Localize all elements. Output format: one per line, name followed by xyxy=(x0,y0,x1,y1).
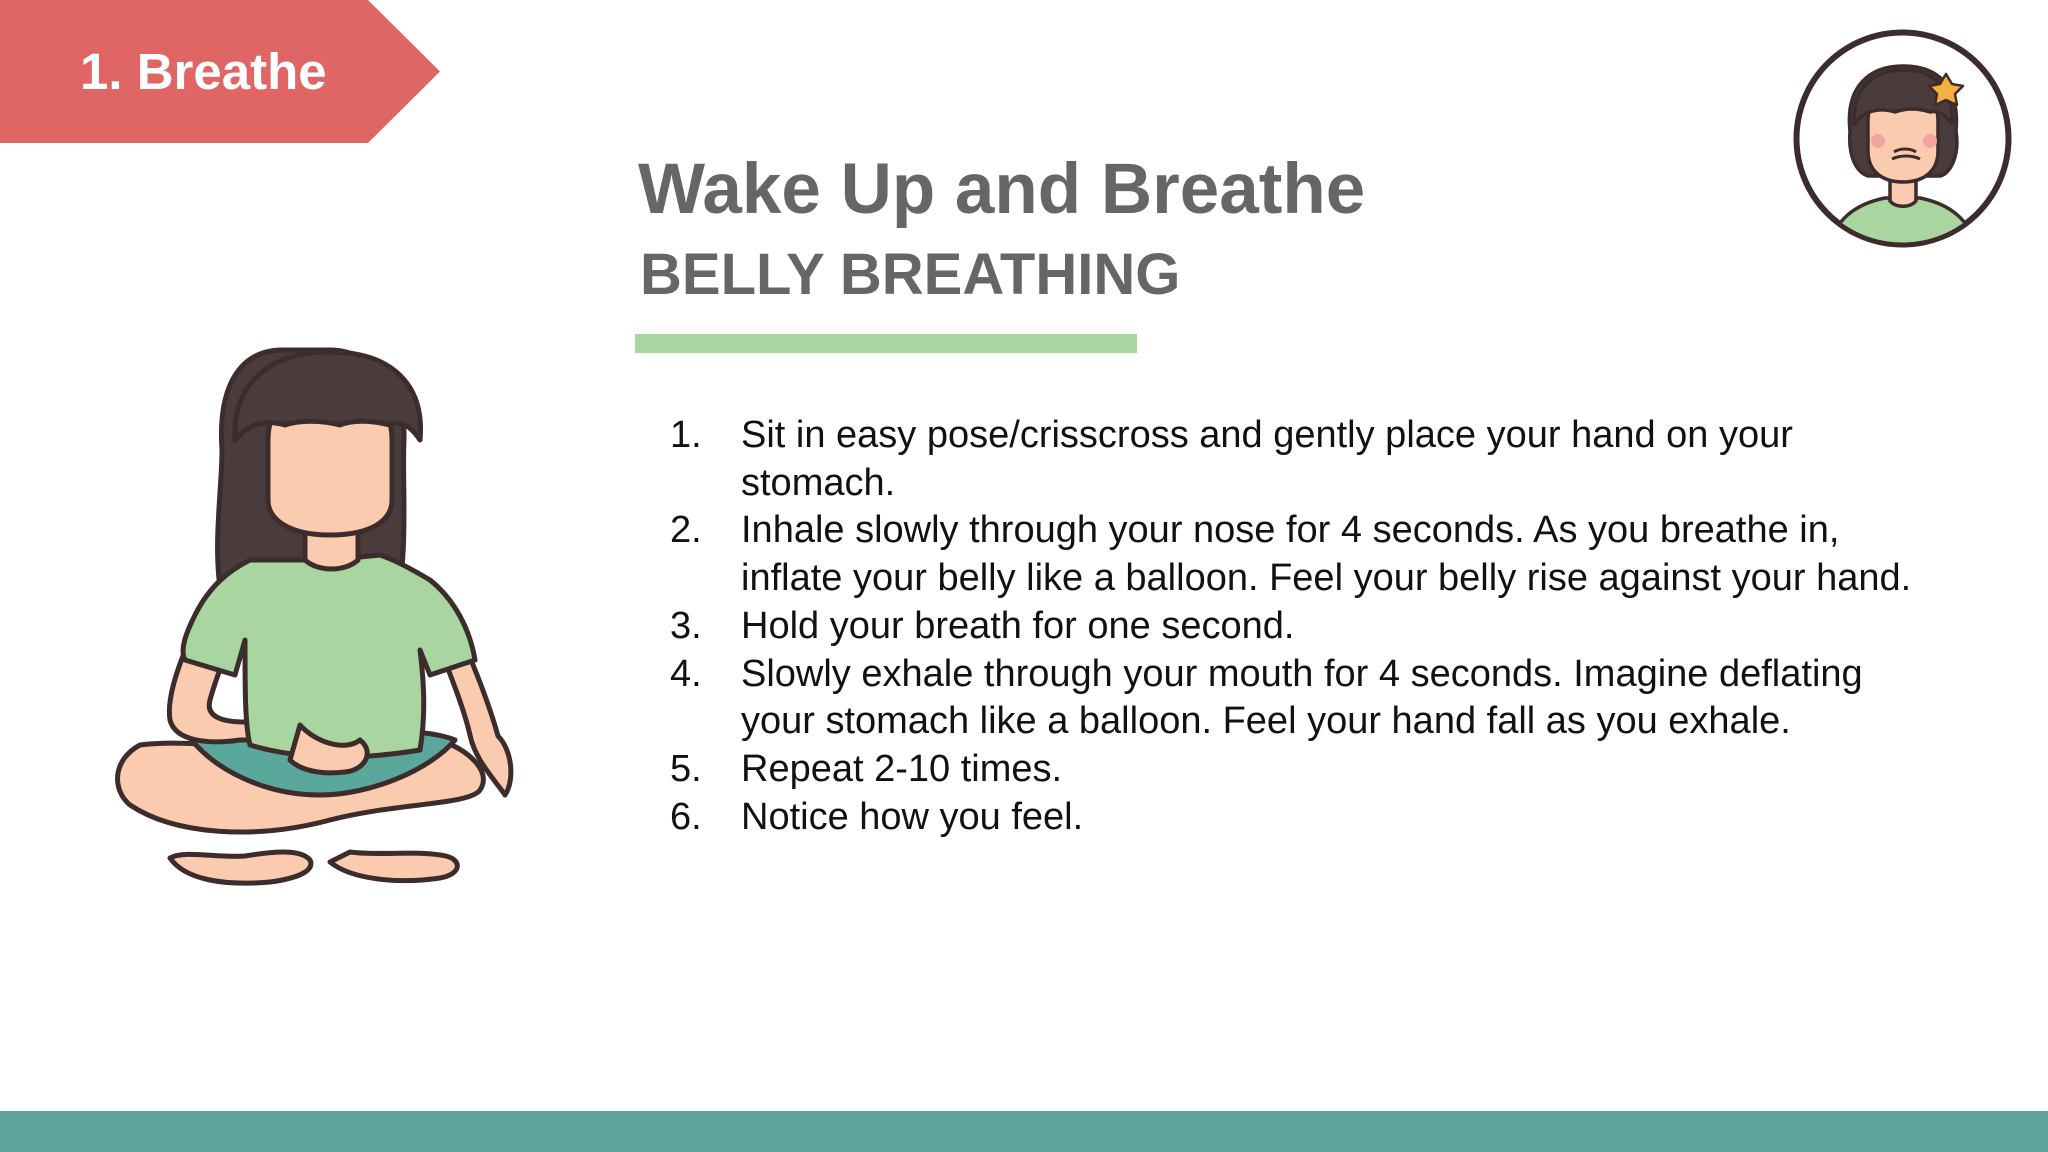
step-number: 5. xyxy=(670,747,702,790)
steps-list xyxy=(668,412,1918,841)
girl-sitting-crosslegged-illustration xyxy=(100,345,530,895)
footer-band xyxy=(0,1111,2048,1152)
step-item xyxy=(668,507,1918,602)
step-number: 1. xyxy=(670,414,702,456)
step-number: 4. xyxy=(670,652,702,695)
step-number: 6. xyxy=(670,795,702,838)
step-number: 3. xyxy=(670,604,702,647)
step-item xyxy=(668,412,1918,507)
section-tag-label: 1. Breathe xyxy=(80,43,327,100)
section-tag xyxy=(0,0,440,143)
step-item xyxy=(668,794,1918,842)
slide-title: Wake Up and Breathe xyxy=(638,150,1366,229)
step-text: Sit in easy pose/crisscross and gently place your hand on your stomach. xyxy=(741,414,1793,504)
step-text: Slowly exhale through your mouth for 4 seconds. Imagine deflating your stomach like a balloon. Feel your hand fall as you exhale. xyxy=(741,652,1863,743)
accent-divider xyxy=(635,334,1137,353)
girl-avatar-badge-icon xyxy=(1790,26,2015,251)
slide-subtitle: BELLY BREATHING xyxy=(640,242,1181,307)
step-number: 2. xyxy=(670,509,702,552)
step-text: Inhale slowly through your nose for 4 seconds. As you breathe in, inflate your belly like a balloon. Feel your belly rise against your hand. xyxy=(741,509,1912,600)
step-item xyxy=(668,603,1918,651)
step-text: Hold your breath for one second. xyxy=(741,604,1295,647)
step-item xyxy=(668,651,1918,746)
step-text: Notice how you feel. xyxy=(741,795,1084,838)
step-text: Repeat 2-10 times. xyxy=(741,747,1063,790)
step-item xyxy=(668,746,1918,794)
